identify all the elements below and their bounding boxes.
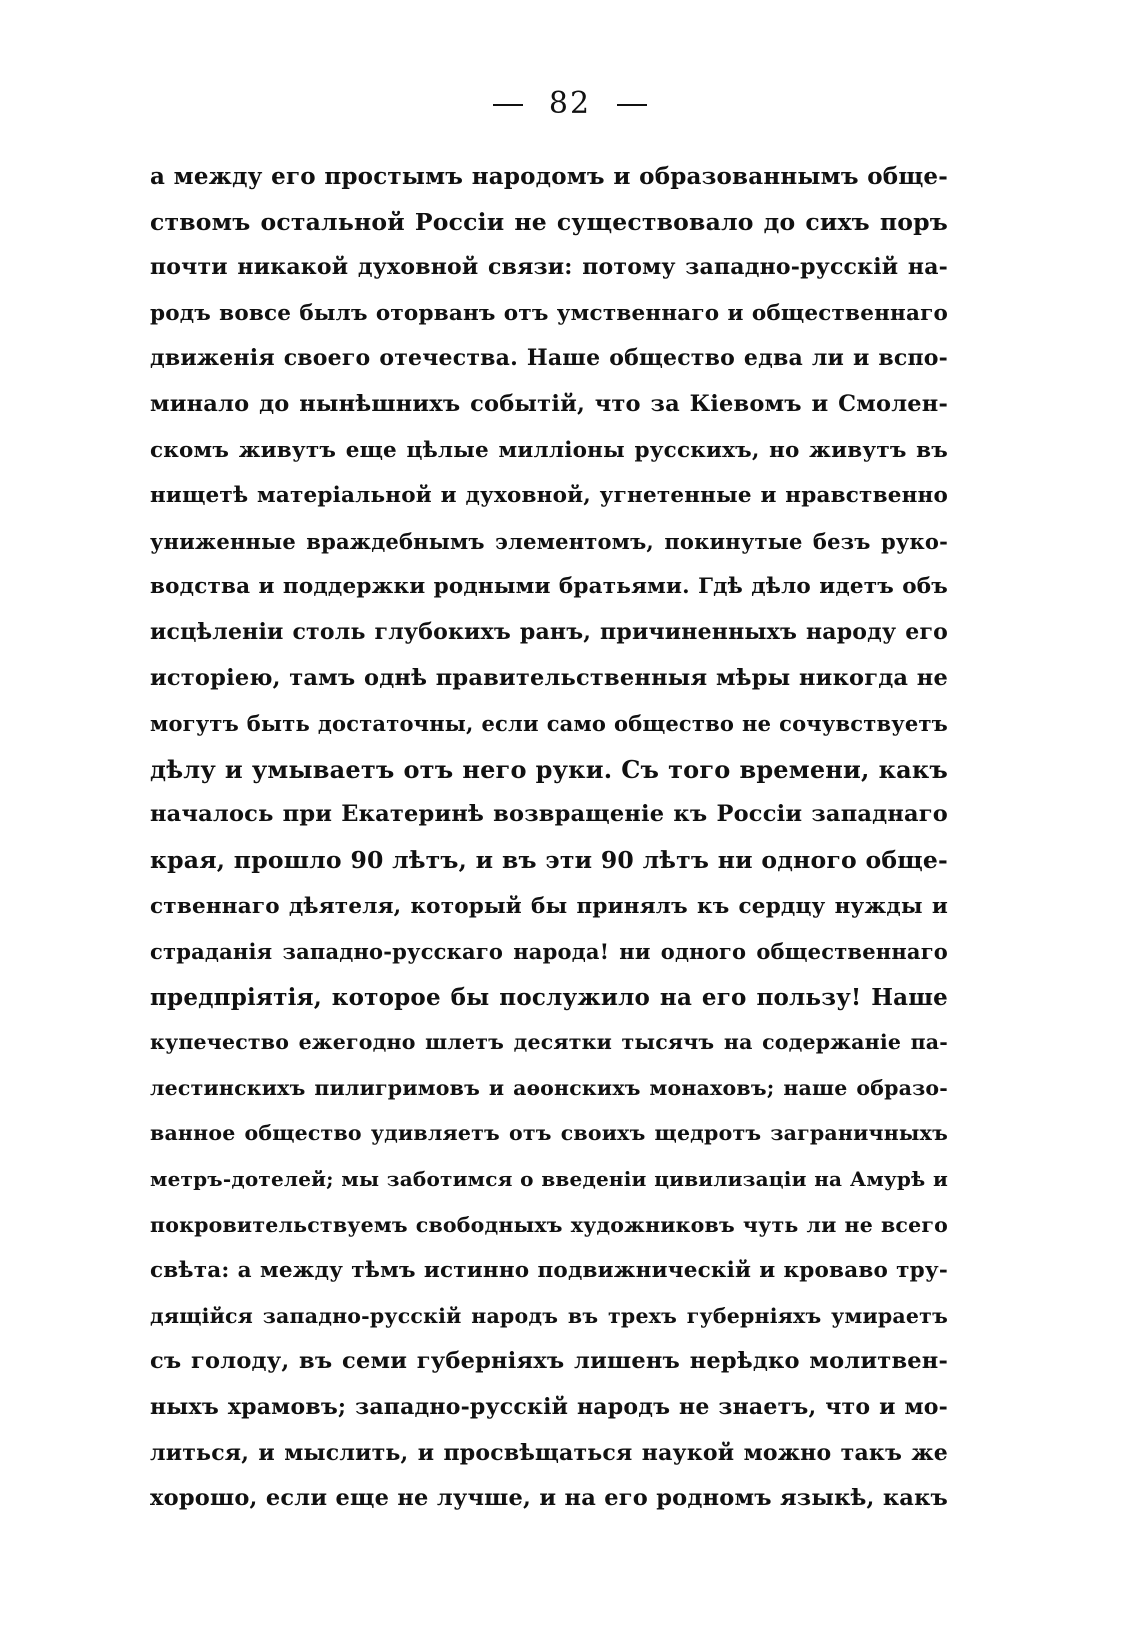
text-line-13: могутъ быть достаточны, если само общество не сочувствуетъ: [150, 711, 948, 737]
left-dash: [493, 104, 523, 106]
page-number: 82: [548, 86, 592, 121]
text-line-30: хорошо, если еще не лучше, и на его родномъ языкѣ, какъ: [150, 1485, 948, 1512]
text-line-16: края, прошло 90 лѣтъ, и въ эти 90 лѣтъ ни одного обще-: [150, 845, 948, 874]
text-line-25: свѣта: а между тѣмъ истинно подвижническій и кроваво тру-: [150, 1258, 948, 1284]
text-line-8: нищетѣ матеріальной и духовной, угнетенные и нравственно: [150, 483, 948, 509]
text-line-4: родъ вовсе былъ оторванъ отъ умственнаго и общественнаго: [150, 300, 948, 326]
text-line-24: покровительствуемъ свободныхъ художниковъ чуть ли не всего: [150, 1212, 948, 1237]
text-line-29: литься, и мыслить, и просвѣщаться наукой можно такъ же: [150, 1439, 948, 1466]
text-line-15: началось при Екатеринѣ возвращеніе къ Россіи западнаго: [150, 801, 948, 828]
text-line-12: исторіею, тамъ однѣ правительственныя мѣры никогда не: [150, 664, 948, 691]
text-line-14: дѣлу и умываетъ отъ него руки. Съ того времени, какъ: [150, 754, 948, 784]
body-text: [150, 154, 948, 1522]
right-dash: [617, 104, 647, 106]
text-line-7: скомъ живутъ еще цѣлые милліоны русскихъ, но живутъ въ: [150, 437, 948, 463]
text-line-10: водства и поддержки родными братьями. Гдѣ дѣло идетъ объ: [150, 574, 948, 600]
text-line-6: минало до нынѣшнихъ событій, что за Кіевомъ и Смолен-: [150, 390, 948, 417]
text-line-18: страданія западно-русскаго народа! ни одного общественнаго: [150, 939, 948, 965]
text-line-3: почти никакой духовной связи: потому западно-русскій на-: [150, 254, 948, 281]
text-line-2: ствомъ остальной Россіи не существовало до сихъ поръ: [150, 207, 948, 236]
text-line-21: лестинскихъ пилигримовъ и аѳонскихъ монаховъ; наше образо-: [150, 1075, 948, 1100]
text-line-11: исцѣленіи столь глубокихъ ранъ, причиненныхъ народу его: [150, 618, 948, 645]
text-line-19: предпріятія, которое бы послужило на его пользу! Наше: [150, 983, 948, 1011]
text-line-27: съ голоду, въ семи губерніяхъ лишенъ нерѣдко молитвен-: [150, 1348, 948, 1375]
page-header: [0, 86, 1140, 122]
text-line-9: униженные враждебнымъ элементомъ, покинутые безъ руко-: [150, 528, 948, 554]
text-line-23: метръ-дотелей; мы заботимся о введеніи цивилизаціи на Амурѣ и: [150, 1167, 948, 1192]
text-line-1: а между его простымъ народомъ и образованнымъ обще-: [150, 163, 948, 190]
text-line-26: дящійся западно-русскій народъ въ трехъ губерніяхъ умираетъ: [150, 1303, 948, 1328]
text-line-5: движенія своего отечества. Наше общество едва ли и вспо-: [150, 345, 948, 372]
text-line-22: ванное общество удивляетъ отъ своихъ щедротъ заграничныхъ: [150, 1121, 948, 1146]
text-line-28: ныхъ храмовъ; западно-русскій народъ не знаетъ, что и мо-: [150, 1394, 948, 1421]
text-line-20: купечество ежегодно шлетъ десятки тысячъ на содержаніе па-: [150, 1030, 948, 1055]
text-line-17: ственнаго дѣятеля, который бы принялъ къ сердцу нужды и: [150, 893, 948, 919]
